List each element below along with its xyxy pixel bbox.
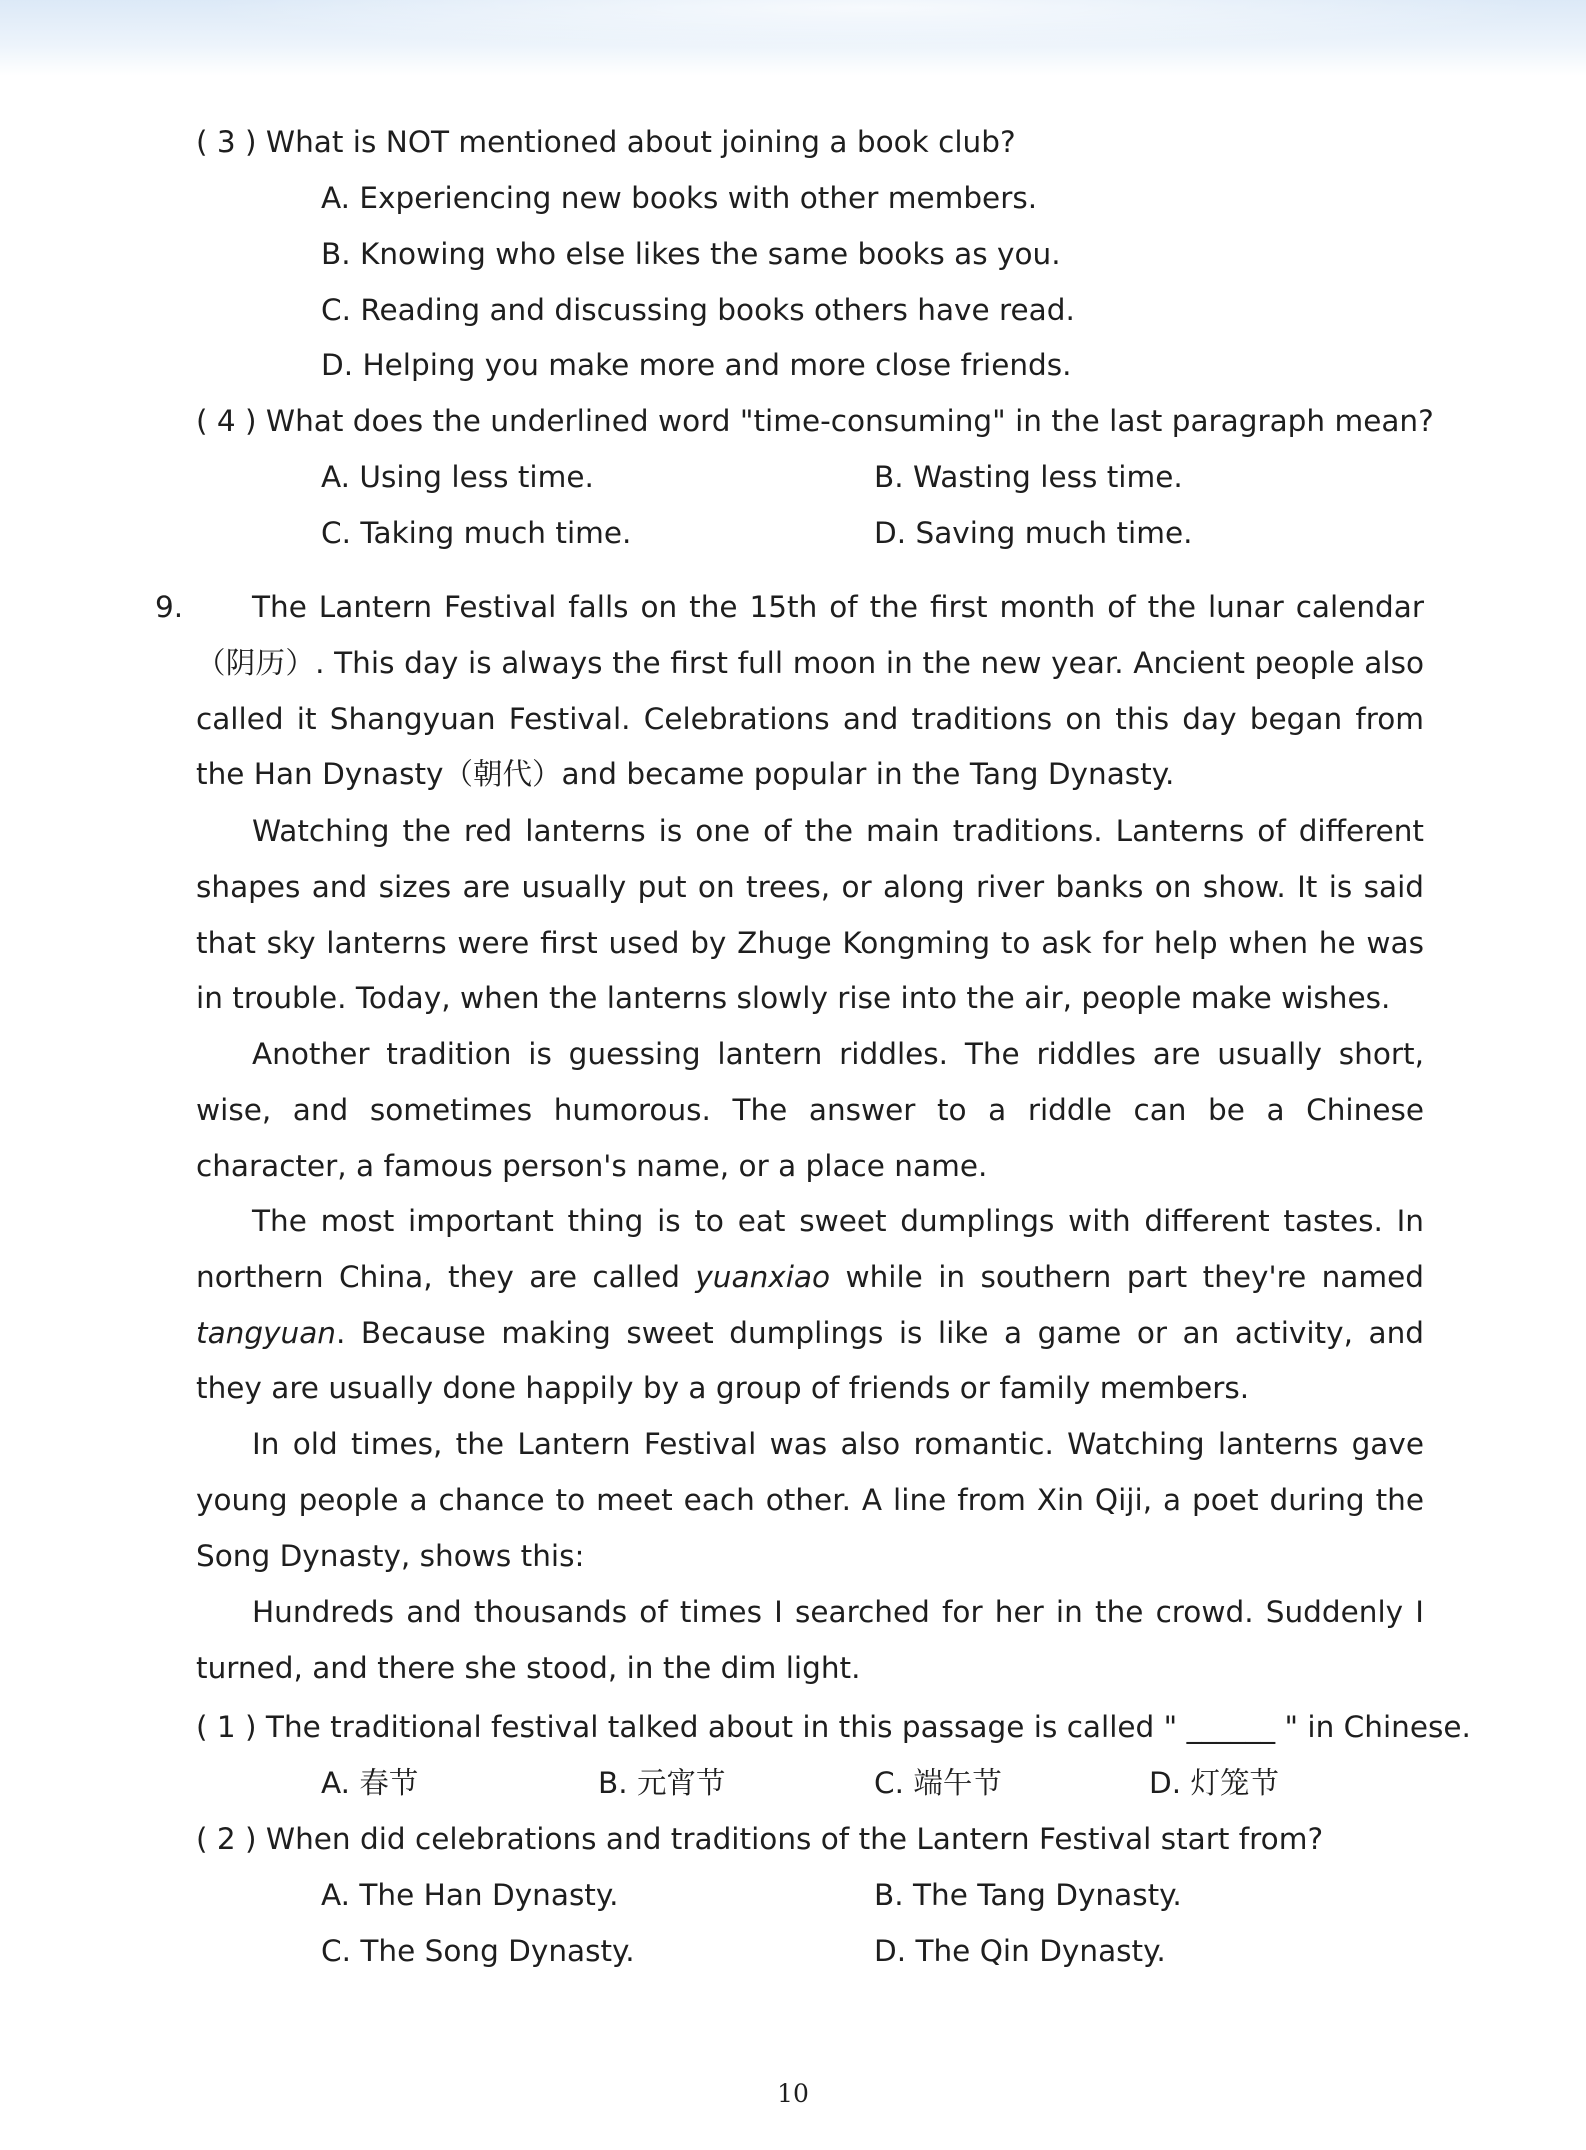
q9-1-stem: ( 1 ) The traditional festival talked about in this passage is called " ______ " in Chinese. — [196, 1710, 1471, 1744]
q9-1-option-a: A. 春节 — [321, 1766, 419, 1800]
q8-3-option-c: C. Reading and discussing books others have read. — [321, 293, 1075, 327]
passage-paragraph-5: In old times, the Lantern Festival was also romantic. Watching lanterns gave young people a chance to meet each other. A line from Xin Qiji, a poet during the Song Dynasty, shows this: — [196, 1427, 1424, 1573]
passage-paragraph-2: Watching the red lanterns is one of the main traditions. Lanterns of different shapes and sizes are usually put on trees, or along river banks on show. It is said that sky lanterns were first used by Zhuge Kongming to ask for help when he was in trouble. Today, when the lanterns slowly rise into the air, people make wishes. — [196, 814, 1424, 1016]
q8-3-stem: ( 3 ) What is NOT mentioned about joining a book club? — [196, 125, 1016, 159]
italic-term: yuanxiao — [695, 1259, 831, 1294]
q9-2-option-c: C. The Song Dynasty. — [321, 1934, 635, 1968]
paragraph-text: The most important thing is to eat sweet dumplings with different tastes. In northern China, they are called — [196, 1204, 1424, 1294]
page-number: 10 — [777, 2079, 809, 2108]
q8-4-option-c: C. Taking much time. — [321, 516, 632, 550]
header-decoration — [0, 0, 1586, 76]
q8-3-option-a: A. Experiencing new books with other members. — [321, 181, 1038, 215]
q8-3-option-d: D. Helping you make more and more close friends. — [321, 348, 1072, 382]
q9-2-option-d: D. The Qin Dynasty. — [874, 1934, 1166, 1968]
q9-2-option-a: A. The Han Dynasty. — [321, 1878, 619, 1912]
q9-1-option-d: D. 灯笼节 — [1149, 1766, 1279, 1800]
q8-4-option-d: D. Saving much time. — [874, 516, 1193, 550]
paragraph-text: while in southern part they're named — [830, 1259, 1424, 1294]
passage-paragraph-4 — [196, 1194, 1424, 1417]
q9-1-option-c: C. 端午节 — [874, 1766, 1002, 1800]
paragraph-text: . Because making sweet dumplings is like a game or an activity, and they are usually done happily by a group of friends or family members. — [196, 1315, 1424, 1406]
passage-paragraph-6: Hundreds and thousands of times I searched for her in the crowd. Suddenly I turned, and there she stood, in the dim light. — [196, 1595, 1424, 1685]
question-number: 9. — [155, 590, 184, 624]
q8-4-option-b: B. Wasting less time. — [874, 460, 1183, 494]
q9-2-stem: ( 2 ) When did celebrations and traditions of the Lantern Festival start from? — [196, 1822, 1324, 1856]
italic-term: tangyuan — [196, 1315, 336, 1350]
q8-4-option-a: A. Using less time. — [321, 460, 594, 494]
q9-2-option-b: B. The Tang Dynasty. — [874, 1878, 1182, 1912]
q8-4-stem: ( 4 ) What does the underlined word "time-consuming" in the last paragraph mean? — [196, 404, 1434, 438]
q8-3-option-b: B. Knowing who else likes the same books as you. — [321, 237, 1061, 271]
passage-paragraph-3: Another tradition is guessing lantern riddles. The riddles are usually short, wise, and sometimes humorous. The answer to a riddle can be a Chinese character, a famous person's name, or a place name. — [196, 1037, 1424, 1183]
passage-paragraph-1: The Lantern Festival falls on the 15th of the first month of the lunar calendar（阴历）. This day is always the first full moon in the new year. Ancient people also called it Shangyuan Festival. Celebrations and traditions on this day began from the Han Dynasty（朝代）and became popular in the Tang Dynasty. — [196, 590, 1424, 792]
q9-1-option-b: B. 元宵节 — [598, 1766, 726, 1800]
